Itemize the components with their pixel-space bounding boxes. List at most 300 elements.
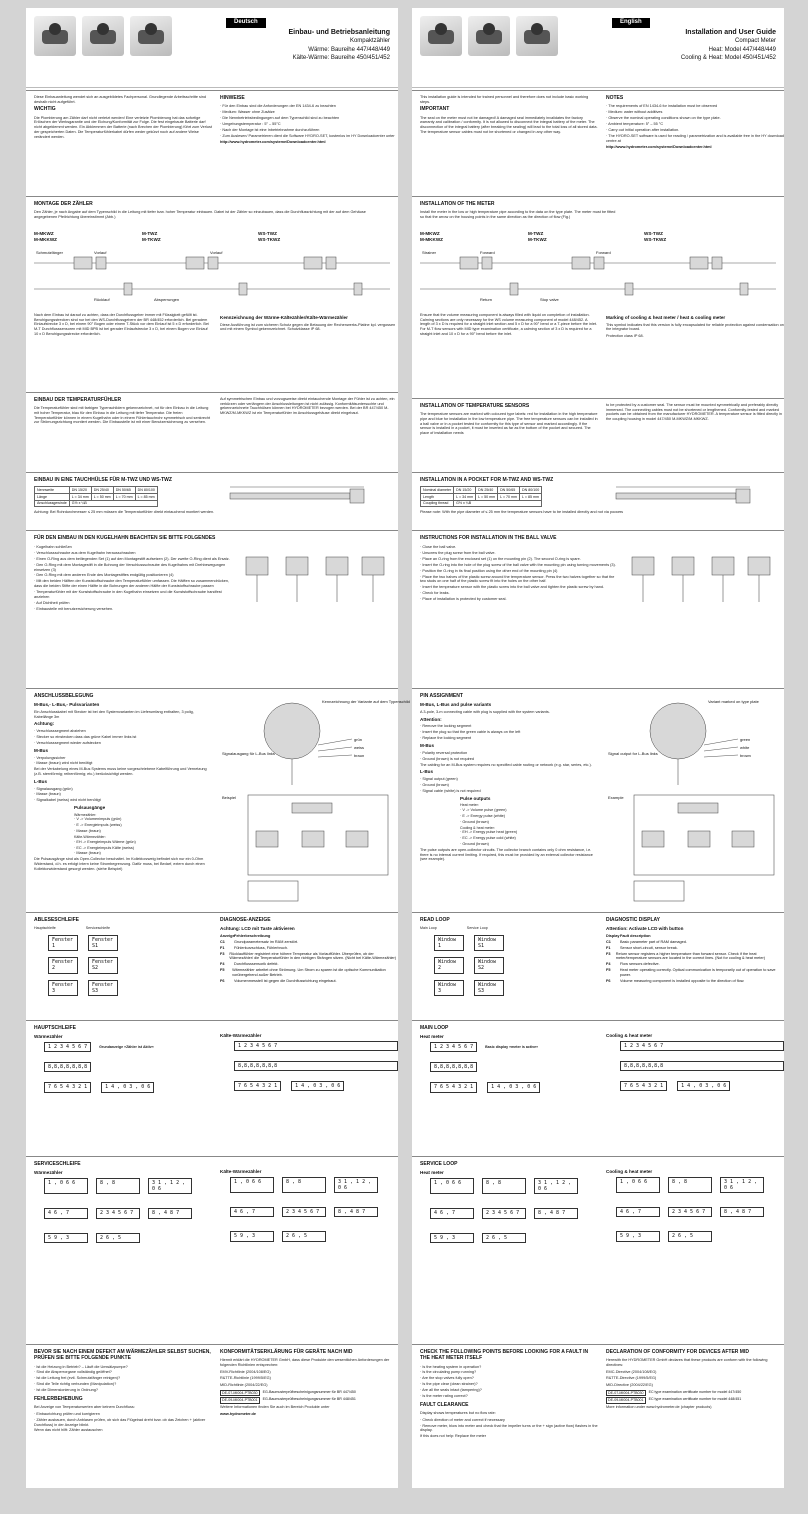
notes-title: NOTES <box>606 95 624 101</box>
ch-item: · Ground (brown) <box>460 842 598 847</box>
main-loop-section <box>412 1020 784 1156</box>
montage-text: Den Zähler, je nach Angabe auf dem Typenschild in die Leitung mit tiefer bzw. hoher Temperatur einbauen. Dabei ist der Zähler so einzubauen, dass die Durchflussrichtung mit der auf dem Gehäuse angegebenen Pfeilrichtung übereinstimmt (Abb.) <box>34 210 366 219</box>
pocket-section <box>412 472 784 528</box>
intro-section <box>412 90 784 190</box>
diag-sub: Attention: Activate LCD with button <box>606 926 684 932</box>
lcd-window: 1 2 3 4 5 6 7 <box>234 1041 398 1051</box>
lcd-window: 8,8,8,8,8,8,8 <box>620 1061 784 1071</box>
montage-title: MONTAGE DER ZÄHLER <box>34 201 93 207</box>
directive: R&TTE-Directive (1999/5/EG) <box>606 1376 657 1381</box>
pulse-item: · E -> Energy pulse (white) <box>460 814 598 819</box>
check-item: · Sind die Teile richtig verbunden (Manipulation)? <box>34 1382 212 1387</box>
lcd-window: 8,8,8,8,8,8,8 <box>430 1062 477 1072</box>
diag-row: C1 Basic parameter part of RAM damaged. <box>606 939 687 944</box>
lbus-label: L-Bus <box>420 769 434 775</box>
label-forward: Forward <box>480 250 495 255</box>
svc-lcd: 8 , 8 <box>482 1178 526 1195</box>
language-tag: English <box>612 18 650 28</box>
check-item: · Ist die Dimensionierung in Ordnung? <box>34 1388 212 1393</box>
wire-brown: brown <box>740 753 751 758</box>
achtung-label: Achtung: <box>34 721 55 727</box>
lbus-item: · Signal output (green) <box>420 777 598 782</box>
diag-head: Fehlerbeschreibung <box>234 933 271 938</box>
header-en <box>412 8 784 88</box>
important-title: IMPORTANT <box>420 106 450 113</box>
pipe-installation-diagram <box>420 245 776 305</box>
window-3: Window 3 <box>434 980 464 997</box>
svc-lcd: 3 1 , 1 2 , 0 6 <box>720 1177 764 1194</box>
window-s1: Window S1 <box>474 935 504 952</box>
read-section <box>412 912 784 1020</box>
example-label: Example <box>608 795 624 800</box>
attention-item: · Remove the locking segment <box>420 724 598 729</box>
pulse-label: Pulse outputs <box>460 795 491 801</box>
conf-text: Herewith the HYDROMETER GmbH declares that these products are conform with the following directives: <box>606 1358 768 1367</box>
wichtig-title: WICHTIG <box>34 106 56 113</box>
diag-row: F4 Flow sensors defective. <box>606 962 660 967</box>
svc-lcd: 1 , 0 6 6 <box>616 1177 660 1194</box>
kugel-step: · Temperaturfühler mit der Kunststoffschraube in den Kugelhahn einsetzen und die Kunststoffschraube handfest anziehen <box>34 590 234 599</box>
fault-title: FAULT CLEARANCE <box>420 1401 469 1408</box>
fuehler-text-2: Auf symmetrischen Einbau und vorzugsweise direkt eintauchende Montage der Fühler ist zu achten, ein verkürzen oder verlängern der Anschlussleitungen ist nicht zulässig. Konformitätsuntersuchte und gekennzeichnete Tauchhülsen können bei HYDROMETER bezogen werden. Bei der BR 447/450 M-MKWZ/M-MKKWZ ist ein Temperaturfühler im Anschlussgehäuse direkt eingebaut. <box>220 397 395 416</box>
ball-step: · Place the two halves of the plastic screw around the temperature sensor. Press the two halves together so that the two studs on one half of the plastic screw fit into the holes on the other half. <box>420 575 620 584</box>
intro-text: This installation guide is intended for trained personnel and therefore does not include basic working steps. <box>420 95 589 104</box>
final-section <box>412 1344 784 1488</box>
lcd-window: 8,8,8,8,8,8,8 <box>44 1062 91 1072</box>
diag-sub: Achtung: LCD mit Taste aktivieren <box>220 926 295 932</box>
label-absperrungen: Absperrungen <box>154 297 180 302</box>
marking-text: This symbol indicates that this version is fully encapsulated for reliable protection against condensation on the integrator board. <box>606 322 784 332</box>
achtung-item: · Stecker so einstecken dass das grüne Kabel immer links ist <box>34 735 212 740</box>
kugel-step: · Mit den beiden Hälften der Kunststoffschraube den Temperaturfühler umfassen. Die Hälften so zusammendrücken, dass die beiden Stifte der einen Hälfte in die Bohrungen der anderen Hälfte der Kunststoffschraube passen <box>34 579 234 588</box>
window-s2: Fenster S2 <box>88 957 118 974</box>
meter-photo-2 <box>468 16 510 56</box>
hinweis-item: · Nach der Montage ist eine Inbetriebnahme durchzuführen <box>220 128 398 133</box>
mbus-item: · Masse (braun) wird nicht benötigt <box>34 761 212 766</box>
conf-title: DECLARATION OF CONFORMITY FOR DEVICES AFTER MID <box>606 1349 749 1355</box>
kw-item: · EC -> Energieimpuls Kälte (weiss) <box>74 846 212 851</box>
title-block <box>288 28 390 62</box>
note-item: · The HYDRO-SET software is used for reading / parametrization and is available free in the HY download centre at <box>606 134 784 143</box>
meter-photo-3 <box>516 16 558 56</box>
meter-photo-3 <box>130 16 172 56</box>
lbus-item: · Ground (brown) <box>420 783 598 788</box>
fuehler-title: EINBAU DER TEMPERATURFÜHLER <box>34 397 122 403</box>
puls-item: · V -> Volumenimpuls (grün) <box>74 817 212 822</box>
heat-meter-label: Wärmezähler <box>34 1170 63 1176</box>
svc-lcd: 5 9 , 3 <box>430 1233 474 1243</box>
puls-text: Die Pulsausgänge sind als Open-Collector beschaltet. Im Kollektorzweig befindet sich nur ein 0-Ohm Widerstand, d.h. es erfolgt intern keine Strombegrenzung. Dafür muss, bei Bedarf, extern durch einen Kollektorwiderstand gesorgt werden. (siehe Beispiel) <box>34 857 205 871</box>
intro-text: Diese Einbauanleitung wendet sich an ausgebildetes Fachpersonal. Grundlegende Arbeitsschritte sind deshalb nicht aufgeführt. <box>34 95 207 104</box>
puls-sub: Wärmezähler: <box>74 812 97 817</box>
lbus-item: · Signalausgang (grün) <box>34 787 212 792</box>
haupt-section <box>26 1020 398 1156</box>
mbus-item: · Verpolungssicher <box>34 756 212 761</box>
note-item: · The requirements of EN 1434-6 for installation must be observed <box>606 104 784 109</box>
wire-white: weiss <box>354 745 365 750</box>
cert-row: DE-07-MI004-PTB030 EG-Baumusterprüfbescheinigungsnummer für BR 447/450 <box>222 1389 356 1395</box>
wire-green: grün <box>354 737 363 742</box>
service-loop-label: Serviceschleife <box>85 926 110 931</box>
lcd-window: 1 4 , 0 3 , 0 6 <box>487 1082 540 1092</box>
fehler-title: FEHLERBEHEBUNG <box>34 1395 83 1402</box>
basic-display-label: Basic display »meter is active« <box>485 1044 539 1049</box>
model-label-3: WS-TWZ WS-TKWZ <box>644 231 667 242</box>
pulse-item: · Ground (brown) <box>460 820 598 825</box>
main-loop-label: Hauptschleife <box>34 926 56 931</box>
svc-lcd: 8 , 8 <box>96 1178 140 1195</box>
svc-title: SERVICE LOOP <box>420 1161 458 1167</box>
pocket-diagram <box>612 483 772 511</box>
montage-section <box>26 196 398 392</box>
label-vorlauf: Vorlauf <box>210 250 223 255</box>
service-loop-label: Service Loop <box>466 926 488 931</box>
download-link[interactable]: http://www.hydrometer.com/systeme/Downloadcenter.html <box>606 144 712 149</box>
mbus-item: · Ground (brown) is not required <box>420 757 598 762</box>
signal-label: Signal output for L-Bus links <box>608 751 658 756</box>
anschluss-sub: M-Bus,- L-Bus,- Pulsvarianten <box>34 702 100 708</box>
directive: MID-Richtlinie (2004/22/EG) <box>220 1383 268 1388</box>
check-item: · Is the heating system in operation? <box>420 1365 598 1370</box>
lcd-window: 1 2 3 4 5 6 7 <box>44 1042 91 1052</box>
diag-row: C1 Grundparametersatz im RAM zerstört. <box>220 939 299 944</box>
kugel-step: · Einen O-Ring aus dem beiliegenden Set (1) auf den Montagestift aufsetzen (2). Der zweite O-Ring dient als Ersatz. <box>34 557 234 562</box>
svc-lcd: 5 9 , 3 <box>616 1231 660 1241</box>
check-item: · Ist die Heizung in Betrieb? – Läuft die Umwälzpumpe? <box>34 1365 212 1370</box>
diag-head: Fault description <box>620 933 651 938</box>
svc-lcd: 2 6 , 5 <box>482 1233 526 1243</box>
wiring-diagram <box>608 695 778 905</box>
svc-lcd: 3 1 , 1 2 , 0 6 <box>148 1178 192 1195</box>
bevor-title: BEVOR SIE NACH EINEM DEFEKT AM WÄRMEZÄHLER SELBST SUCHEN, PRÜFEN SIE BITTE FOLGENDE PUNKTE <box>34 1349 211 1362</box>
kw-item: · EH -> Energieimpuls Wärme (grün) <box>74 840 212 845</box>
svc-lcd: 8 , 4 8 7 <box>534 1208 578 1218</box>
lbus-item: · Signal cable (white) is not required <box>420 789 598 794</box>
attention-label: Attention: <box>420 716 442 722</box>
svc-lcd: 4 6 , 7 <box>44 1208 88 1218</box>
model-heat: Wärme: Baureihe 447/448/449 <box>308 46 390 53</box>
fehler-item: · Zähler ausbauen, durch Anblasen prüfen, ob sich das Flügelrad dreht bzw. ob das Zeichen + (aktiver Durchfluss) in der Anzeige blinkt. <box>34 1418 212 1427</box>
model-label-2: M-TWZ M-TKWZ <box>528 231 547 242</box>
marking-ip: Protection class IP 68. <box>606 334 644 339</box>
window-2: Fenster 2 <box>48 957 78 974</box>
important-text: The seal on the meter must not be damaged! A damaged seal immediately invalidates the factory warranty and calibration / conformity. It is not allowed to disconnect the integral battery of the meter. The disconnection of the integral battery (after breaking the sealing) will lead to the total loss of all stored data. The temperature sensor cables must not be shortened or changed in any other way. <box>420 115 598 134</box>
svc-lcd: 8 , 8 <box>282 1177 326 1194</box>
svc-lcd: 1 , 0 6 6 <box>230 1177 274 1194</box>
pulse-item: · V -> Volume pulse (green) <box>460 808 598 813</box>
diag-head: Display <box>606 933 620 938</box>
svc-lcd: 2 6 , 5 <box>668 1231 712 1241</box>
final-section <box>26 1344 398 1488</box>
kw-item: · Masse (braun) <box>74 851 212 856</box>
mbus-text: Bei der Verkabelung eines M-Bus Systems muss keine vorgeschriebene Kabelführung und Vernetzung (z.B. sternförmig; reihenförmig; etc.) berücksichtigt werden. <box>34 767 207 777</box>
konf-text: Hiermit erklärt die HYDROMETER GmbH, dass diese Produkte den wesentlichen Anforderungen der folgenden Richtlinien entsprechen: <box>220 1358 390 1367</box>
wichtig-text: Die Plombierung am Zähler darf nicht verletzt werden! Eine verletzte Plombierung hat das sofortige Erlöschen der Werksgarantie und der Eichung/Konformität zur Folge. Die fest eingebaute Batterie darf nicht abgeklemmt werden. Ein Abklemmen der Batterie (nach Brechen der Plombierung) führt zum Verlust der gespeicherten Daten. Die Temperaturfühlerkabel dürfen weder gekürzt noch auf andere Weise verändert werden. <box>34 115 212 139</box>
diag-row: F3 Return sensor registers a higher temperature than forward sensor. Check if the heat meter/temperature sensors are located in the correct lines. (Not for cooling & heat meter) <box>606 951 765 961</box>
puls-item: · Masse (braun) <box>74 829 212 834</box>
ables-section <box>26 912 398 1020</box>
wire-brown: braun <box>354 753 365 758</box>
kugel-title: FÜR DEN EINBAU IN DEN KUGELHAHN BEACHTEN SIE BITTE FOLGENDES <box>34 535 216 541</box>
example-label: Beispiel <box>222 795 237 800</box>
heat-meter-label: Heat meter <box>420 1034 444 1040</box>
diag-title: DIAGNOSTIC DISPLAY <box>606 917 660 923</box>
check-item: · Is the meter rating correct? <box>420 1394 598 1399</box>
cert-row: DE-09-MI004-PTB001 EG-Baumusterprüfbescheinigungsnummer für BR 448/451 <box>222 1397 356 1403</box>
label-strainer: Strainer <box>422 250 437 255</box>
wire-white: white <box>740 745 750 750</box>
svc-lcd: 8 , 8 <box>668 1177 712 1194</box>
diag-row: F6 Volumenmesstell ist gegen die Durchflussrichtung eingebaut. <box>220 978 337 983</box>
cert-row: DE-09-MI004-PTB001 EC type examination certificate number for model 448/451 <box>608 1397 742 1403</box>
svc-lcd: 3 1 , 1 2 , 0 6 <box>534 1178 578 1195</box>
tauch-table: Nennweite DN 15/20 DN 25/40 DN 50/65 DN 80/100 Länge L = 34 mm L = 50 mm L = 70 mm L = 85 mm Anschlussgewinde G½ x ¼B <box>34 486 158 507</box>
lbus-label: L-Bus <box>34 778 48 784</box>
cool-heat-label: Cooling & heat meter <box>606 1033 653 1038</box>
diag-row: F3 Rücklauffühler registriert eine höhere Temperatur als Vorlauffühler. Überprüfen, ob der Wärmezähler/ die Temperaturfühler in den richtigen Strängen sitzen. (Nicht bei Kälte-Wärmezähler) <box>220 951 397 961</box>
product-photos <box>34 16 172 56</box>
meter-photo-1 <box>34 16 76 56</box>
label-vorlauf: Vorlauf <box>94 250 107 255</box>
label-schmutz: Schmutzfänger <box>36 250 63 255</box>
ball-step: · Place an O-ring from the enclosed set (1) on the mounting pin (2). The second O-ring is spare. <box>420 557 620 562</box>
german-sheet <box>26 8 410 1488</box>
pocket-note: Please note: With the pipe diameter of ≤ 25 mm the temperature sensors have to be installed directly and not via pockets <box>420 510 624 515</box>
pipe-installation-diagram <box>34 245 390 305</box>
pulse-text: The pulse outputs are open-collector circuits. The collector branch contains only 0 ohm resistance, i.e. there is no internal current limiting. If required, this must be provided by an external collector resistance (see example). <box>420 847 593 862</box>
mbus-label: M-Bus <box>420 743 435 749</box>
fehler-text: Bei Anzeige von Temperaturwerten aber keinem Durchfluss: <box>34 1405 135 1410</box>
window-s3: Fenster S3 <box>88 980 118 997</box>
fault-text: Display shows temperatures but no flow rate: <box>420 1411 496 1416</box>
service-title: SERVICESCHLEIFE <box>34 1161 81 1167</box>
doc-subtitle: Kompaktzähler <box>349 38 390 45</box>
svc-lcd: 5 9 , 3 <box>44 1233 88 1243</box>
directive: EMC-Directive (2004/108/EG) <box>606 1369 657 1374</box>
svc-lcd: 8 , 4 8 7 <box>334 1207 378 1217</box>
fehler-item: · Einbaurichtung prüfen und korrigieren <box>34 1412 212 1417</box>
svc-lcd: 1 , 0 6 6 <box>44 1178 88 1195</box>
note-item: · Observe the nominal operating conditions shown on the type plate. <box>606 116 784 121</box>
ball-valve-diagram <box>240 547 390 617</box>
lcd-window: 1 4 , 0 3 , 0 6 <box>101 1082 154 1092</box>
download-link[interactable]: http://www.hydrometer.com/systeme/Downloadcenter.html <box>220 139 326 144</box>
product-photos <box>420 16 558 56</box>
check-item: · Are the stop valves fully open? <box>420 1376 598 1381</box>
conf-end: More information under www.hydrometer.de (chapter products) <box>606 1404 712 1409</box>
svc-lcd: 1 , 0 6 6 <box>430 1178 474 1195</box>
svc-lcd: 4 6 , 7 <box>616 1207 660 1217</box>
kw-label: Kälte-Wärmezähler: <box>74 835 106 840</box>
label-ruecklauf: Rücklauf <box>94 297 110 302</box>
doc-subtitle: Compact Meter <box>734 38 776 45</box>
note-item: · Medium: water without additives <box>606 110 784 115</box>
note-item: · Carry out initial operation after installation. <box>606 128 784 133</box>
model-label-1: M-MKWZ M-MKKWZ <box>34 231 57 242</box>
directive: MID-Directive (2004/22/EG) <box>606 1383 653 1388</box>
check-item: · Is the circulating pump running? <box>420 1370 598 1375</box>
hinweis-item: · Zum Auslesen/ Parametrieren dient die Software HYDRO-SET, kostenlos im HY Downloadcenter unter <box>220 134 398 139</box>
window-s3: Window S3 <box>474 980 504 997</box>
tauch-note: Achtung: Bei Rohrdurchmesser ≤ 25 mm müssen die Temperaturfühler direkt eintauchend montiert werden. <box>34 510 215 515</box>
cool-heat-label: Kälte-Wärmezähler <box>220 1033 262 1038</box>
diag-row: F6 Volume measuring component is installed opposite to the direction of flow. <box>606 978 745 983</box>
kugel-step: · Den O-Ring mit dem anderen Ende des Montagestiftes endgültig positionieren (4) <box>34 573 234 578</box>
fuehler-section <box>26 392 398 452</box>
kenn-title: Kennzeichnung der Wärme-Kältezähler/Kälte-Wärmezähler <box>220 315 348 320</box>
puls-item: · E -> Energieimpuls (weiss) <box>74 823 212 828</box>
diag-row: F5 Wärmezähler arbeitet ohne Strömung. Um Strom zu sparen ist die optische Kommunikation vorübergehend außer Betrieb. <box>220 968 386 978</box>
achtung-item: · Verschlusssegment wieder aufstecken <box>34 741 212 746</box>
diag-row: F5 Heat meter operating correctly. Optical communication is temporarily out of operation to save power. <box>606 968 776 978</box>
ables-title: ABLESESCHLEIFE <box>34 917 80 923</box>
kugel-step: · Einbaustelle mit benutzersicherung versehen. <box>34 607 234 612</box>
wiring-diagram <box>222 695 410 905</box>
model-cool-heat: Kälte-Wärme: Baureihe 450/451/452 <box>292 54 390 61</box>
ch-item: · EC -> Energy pulse cold (white) <box>460 836 598 841</box>
ch-label: Cooling & heat meter: <box>460 825 495 830</box>
model-label-2: M-TWZ M-TKWZ <box>142 231 161 242</box>
main-title: MAIN LOOP <box>420 1025 449 1031</box>
signal-label: Signalausgang für L-Bus links <box>222 751 275 756</box>
pocket-title: INSTALLATION IN A POCKET FOR M-TWZ AND WS-TWZ <box>420 477 554 483</box>
konf-title: KONFORMITÄTSERKLÄRUNG FÜR GERÄTE NACH MID <box>220 1349 353 1355</box>
ball-step: · Insert the temperature sensor with the plastic screw into the ball valve and tighten the plastic screw by hand. <box>420 585 620 590</box>
ch-item: · EH -> Energy pulse heat (green) <box>460 830 598 835</box>
hinweise-title: HINWEISE <box>220 95 245 101</box>
lcd-window: 1 2 3 4 5 6 7 <box>430 1042 477 1052</box>
ball-step: · Check for leaks. <box>420 591 620 596</box>
ball-valve-diagram <box>626 547 776 617</box>
sensors-text: The temperature sensors are marked with coloured type labels: red for installation in the high temperature pipe and blue for installation in the low temperature pipe. The free temperature sensors can be installed in a ball valve or in a pocket tested for conformity for this type of sensor and marked accordingly. If the sensor is installed in a pocket, it must be inserted as far as the bottom of the pocket and secured. The place of installation needs <box>420 412 598 436</box>
check-item: · Ist die Leitung frei (evtl. Schmutzfänger reinigen)? <box>34 1376 212 1381</box>
diag-row: F1 Fühlerkurzschluss, Fühlerbruch. <box>220 945 289 950</box>
label-forward: Forward <box>596 250 611 255</box>
montage-after-text: Nach dem Einbau ist darauf zu achten, dass der Durchflussgeber immer mit Flüssigkeit gefüllt ist. Beruhigungsstrecken sind nur bei den WS-Durchflussgebern der BR 448/452 erforderlich. Bei geradem Einlaufstrecke 3 x D, bei einem 90° Bogen oder einem T-Stück vor dem Einlauf ist 5 x D erforderlich. Bei M-T Durchflusssensoren mit MID BPB ist bei gerader Einlaufstrecke 3 x D, bei einem Bogen vor Einlauf 10 x D Beruhigungsstrecke erforderlich. <box>34 313 209 336</box>
ball-step: · Unscrew the plug screw from the ball valve. <box>420 551 620 556</box>
language-tag: Deutsch <box>226 18 266 28</box>
svc-lcd: 2 3 4 5 6 7 <box>96 1208 140 1218</box>
kugel-section <box>26 530 398 680</box>
lcd-window: 1 4 , 0 3 , 0 6 <box>677 1081 730 1091</box>
check-item: · Are all the seals intact (tampering)? <box>420 1388 598 1393</box>
wire-green: green <box>740 737 751 742</box>
label-stop-valve: Stop valve <box>540 297 559 302</box>
label-return: Return <box>480 297 493 302</box>
lcd-window: 7 6 5 4 3 2 1 <box>44 1082 91 1092</box>
lbus-item: · Masse (braun) <box>34 792 212 797</box>
variant-label: Kennzeichnung der Variante auf dem Typenschild <box>322 699 410 704</box>
header-de <box>26 8 398 88</box>
svc-lcd: 3 1 , 1 2 , 0 6 <box>334 1177 378 1194</box>
doc-title: Einbau- und Betriebsanleitung <box>288 29 390 36</box>
fault-item: · Check direction of meter and correct if necessary <box>420 1418 598 1423</box>
window-1: Fenster 1 <box>48 935 78 952</box>
fehler-end: Wenn das nicht hilft: Zähler austauschen <box>34 1428 103 1433</box>
attention-item: · Insert the plug so that the green cable is always on the left <box>420 730 598 735</box>
haupt-title: HAUPTSCHLEIFE <box>34 1025 76 1031</box>
service-loop-section <box>412 1156 784 1344</box>
pocket-diagram <box>226 483 386 511</box>
window-2: Window 2 <box>434 957 464 974</box>
meter-photo-1 <box>420 16 462 56</box>
mbus-text: The cabling for an M-Bus system requires no specified cable routing or network (e.g. star, series, etc.). <box>420 762 592 767</box>
install-text: Install the meter in the low or high temperature pipe according to the data on the type plate. The meter must be fitted so that the arrow on the housing points in the same direction as the direction of flow (Fig.) <box>420 210 616 219</box>
cool-heat-label: Cooling & heat meter <box>606 1169 653 1174</box>
svc-lcd: 2 6 , 5 <box>96 1233 140 1243</box>
window-s1: Fenster S1 <box>88 935 118 952</box>
variant-label: Variant marked on type plate <box>708 699 759 704</box>
tauch-section <box>26 472 398 528</box>
konf-end: Weitere Informationen finden Sie auch im Bereich Produkte unter <box>220 1404 330 1409</box>
pocket-table: Nominal diameter DN 15/20 DN 25/40 DN 50/65 DN 80/100 Length L = 34 mm L = 50 mm L = 70 mm L = 85 mm Coupling thread G½ x ¼B <box>420 486 542 507</box>
basic-display-label: Grundanzeige »Zähler ist Aktiv« <box>99 1044 154 1049</box>
anschluss-section <box>26 688 410 912</box>
svc-lcd: 8 , 4 8 7 <box>148 1208 192 1218</box>
ball-step: · Insert the O-ring into the hole of the plug screw of the ball valve with the mounting pin using turning movements (3). <box>420 563 620 568</box>
svc-lcd: 4 6 , 7 <box>230 1207 274 1217</box>
install-title: INSTALLATION OF THE METER <box>420 201 495 207</box>
website-link[interactable]: www.hydrometer.de <box>220 1411 256 1416</box>
kugel-step: · Verschlussschraube aus dem Kugelhahn herausschrauben <box>34 551 234 556</box>
check-item: · Is the pipe clear (clean strainer)? <box>420 1382 598 1387</box>
svc-lcd: 4 6 , 7 <box>430 1208 474 1218</box>
mbus-label: M-Bus <box>34 747 49 753</box>
title-block <box>681 28 776 62</box>
cool-heat-label: Kälte-Wärmezähler <box>220 1169 262 1174</box>
install-section <box>412 196 784 392</box>
svc-lcd: 8 , 4 8 7 <box>720 1207 764 1217</box>
ball-step: · Position the O-ring in its final position using the other end of the mounting pin (4) <box>420 569 620 574</box>
check-title: CHECK THE FOLLOWING POINTS BEFORE LOOKING FOR A FAULT IN THE HEAT METER ITSELF <box>420 1349 589 1362</box>
lcd-window: 7 6 5 4 3 2 1 <box>620 1081 667 1091</box>
intro-section <box>26 90 398 190</box>
directive: R&TTE-Richtlinie (1999/5/EG) <box>220 1376 271 1381</box>
model-cool-heat: Cooling & Heat: Model 450/451/452 <box>680 54 776 61</box>
window-s2: Window S2 <box>474 957 504 974</box>
read-title: READ LOOP <box>420 917 450 923</box>
heat-meter-label: Heat meter <box>420 1170 444 1176</box>
ball-step: · Place of installation is protected by customer seal. <box>420 597 620 602</box>
ball-section <box>412 530 784 680</box>
note-item: · Ambient temperature: 5° – 55 °C <box>606 122 784 127</box>
install-after-text: Ensure that the volume measuring component is always filled with liquid on completion of installation. Calming sections are only necessary for the WS volume measuring component of model 448/452. A length of 3 x D is required for a straight inlet section and 5 x D for a 90° bend or a T-piece before the inlet. For M-T flow sensors with MID type examination certificate, a calming section of 3 x D is required for a straight inlet and 10 x D for a 90° bend before the inlet. <box>420 313 598 336</box>
lcd-window: 1 2 3 4 5 6 7 <box>620 1041 784 1051</box>
diag-title: DIAGNOSE-ANZEIGE <box>220 917 271 923</box>
diag-row: F1 Sensor short-circuit, sensor break. <box>606 945 678 950</box>
svc-lcd: 2 3 4 5 6 7 <box>668 1207 712 1217</box>
meter-photo-2 <box>82 16 124 56</box>
directive: EMV-Richtlinie (2004/108/EG) <box>220 1369 271 1374</box>
fault-end: If this does not help: Replace the meter <box>420 1434 487 1439</box>
pin-section <box>412 688 784 912</box>
hinweis-item: · Die Nennbetriebsbedingungen auf dem Typenschild sind zu beachten <box>220 116 398 121</box>
achtung-item: · Verschlusssegment abziehen <box>34 729 212 734</box>
doc-title: Installation and User Guide <box>685 29 776 36</box>
anschluss-title: ANSCHLUSSBELEGUNG <box>34 693 94 699</box>
hinweis-item: · Umgebungstemperatur : 5° – 55°C <box>220 122 398 127</box>
kugel-step: · Auf Dichtheit prüfen <box>34 601 234 606</box>
diag-row: F4 Durchflusssensorik defekt. <box>220 962 279 967</box>
lcd-window: 1 4 , 0 3 , 0 6 <box>291 1081 344 1091</box>
fuehler-text: Die Temperaturfühler sind mit farbigen Typenschildern gekennzeichnet, rot für den Einbau in die Leitung mit hoher Temperatur, blau für den Einbau in die Leitung mit tiefer Temperatur. Die freien Temperaturfühler können in einem Kugelhahn oder in einem Fühlertauchrohr symmetrisch und senkrecht zur Strömungsrichtung montiert werden. Die Einbaustelle ist mit einer Benutzersicherung zu versehen. <box>34 406 211 425</box>
sensors-title: INSTALLATION OF TEMPERATURE SENSORS <box>420 403 530 409</box>
diag-head: Anzeige <box>220 933 235 938</box>
service-section <box>26 1156 398 1344</box>
pulse-sub: Heat meter: <box>460 803 479 808</box>
svc-lcd: 2 6 , 5 <box>282 1231 326 1241</box>
lcd-window: 8,8,8,8,8,8,8 <box>234 1061 398 1071</box>
